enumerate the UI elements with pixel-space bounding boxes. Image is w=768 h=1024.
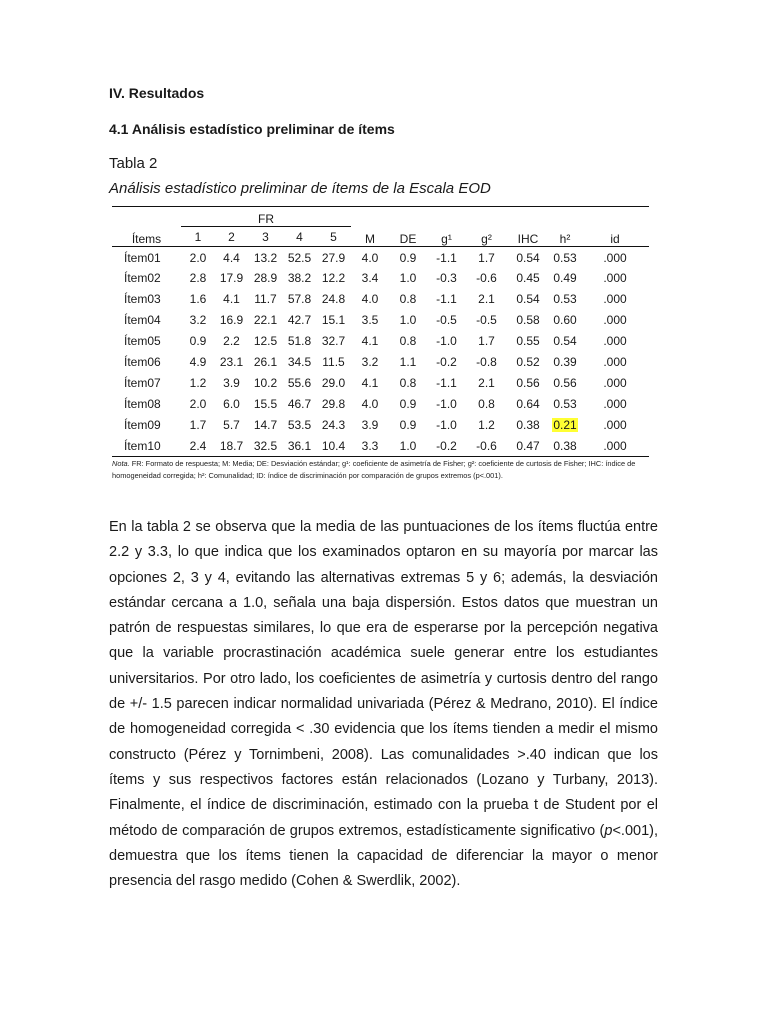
id-value: .000: [603, 397, 627, 411]
fr-value: 4.1: [223, 292, 240, 306]
header-id: id: [610, 232, 620, 246]
table-row: [112, 436, 649, 457]
header-de: DE: [399, 232, 417, 246]
h2-value: 0.39: [553, 355, 577, 369]
header-h2: h²: [559, 232, 571, 246]
paragraph-text-end: <.001), demuestra que los ítems tienen la capacidad de diferenciar la mayor o menor presencia del rasgo medido (Cohen & Swerdlik, 2002).: [109, 822, 658, 890]
m-value: 3.9: [361, 418, 379, 432]
fr-value: 0.9: [189, 334, 207, 348]
ihc-value: 0.47: [516, 438, 540, 453]
table-row: [112, 310, 649, 331]
h2-value: 0.56: [553, 376, 577, 390]
table-row: [112, 373, 649, 394]
paragraph-text: En la tabla 2 se observa que la media de las puntuaciones de los ítems fluctúa entre 2.2 y 3.3, lo que indica que los examinados optaron en su mayoría por marcar las opciones 2, 3 y 4, evitando las alternativas extremas 5 y 6; además, la desviación estándar cercana a 1.0, señala una baja dispersión. Estos datos que muestran un patrón de respuestas similares, lo que era de esperarse por la percepción negativa que la variable procrastinación académica suele generar entre los estudiantes universitarios. Por otro lado, los coeficientes de asimetría y curtosis dentro del rango de +/- 1.5 parecen indicar normalidad univariada (Pérez & Medrano, 2010). El índice de homogeneidad corregida < .30 evidencia que los ítems tienden a medir el mismo constructo (Pérez y Tornimbeni, 2008). Las comunalidades >.40 indican que los ítems y sus respectivos factores están relacionados (Lozano y Turbany, 2013). Finalmente, el índice de discriminación, estimado con la prueba t de Student por el método de comparación de grupos extremos, estadísticamente significativo (: [109, 519, 658, 839]
g2-value: 1.2: [478, 418, 495, 432]
fr-value: 2.0: [189, 397, 207, 411]
header-ihc: IHC: [517, 232, 539, 246]
header-fr-option: 4: [296, 229, 303, 244]
ihc-value: 0.54: [516, 251, 540, 266]
fr-value: 5.7: [223, 418, 240, 432]
de-value: 1.0: [399, 438, 417, 453]
g2-value: 2.1: [478, 376, 495, 390]
de-value: 0.8: [399, 292, 417, 306]
fr-value: 1.7: [189, 418, 207, 432]
fr-value: 10.4: [321, 438, 346, 453]
ihc-value: 0.52: [516, 355, 540, 369]
header-fr-option: 5: [330, 229, 337, 244]
g1-value: -1.1: [436, 251, 457, 266]
fr-value: 3.2: [189, 313, 207, 327]
header-fr: FR: [181, 207, 351, 227]
item-label: Ítem01: [124, 251, 161, 266]
fr-value: 28.9: [253, 271, 278, 285]
fr-value: 24.3: [321, 418, 346, 432]
g1-value: -1.1: [436, 376, 457, 390]
fr-value: 42.7: [287, 313, 312, 327]
header-g1: g¹: [441, 232, 452, 246]
h2-value: 0.38: [553, 438, 577, 453]
ihc-value: 0.55: [516, 334, 540, 348]
fr-value: 16.9: [219, 313, 244, 327]
g1-value: -1.1: [436, 292, 457, 306]
fr-value: 27.9: [321, 251, 346, 266]
subsection-heading: 4.1 Análisis estadístico preliminar de ítems: [109, 121, 395, 137]
g2-value: -0.6: [476, 271, 497, 285]
g2-value: 1.7: [478, 334, 495, 348]
m-value: 3.4: [361, 271, 379, 285]
table-label: Tabla 2: [109, 155, 158, 172]
id-value: .000: [603, 313, 627, 327]
table-row: [112, 331, 649, 352]
h2-value: [549, 415, 581, 436]
h2-value: 0.54: [553, 334, 577, 348]
g2-value: -0.6: [476, 438, 497, 453]
fr-value: 24.8: [321, 292, 346, 306]
ihc-value: 0.54: [516, 292, 540, 306]
fr-value: 12.5: [253, 334, 278, 348]
fr-value: 55.6: [287, 376, 312, 390]
fr-value: 23.1: [219, 355, 244, 369]
header-m: M: [365, 232, 375, 246]
h2-value: 0.60: [553, 313, 577, 327]
item-label: Ítem09: [124, 418, 161, 432]
g2-value: -0.5: [476, 313, 497, 327]
section-heading: IV. Resultados: [109, 85, 205, 101]
id-value: .000: [603, 438, 627, 453]
table-note-text: FR: Formato de respuesta; M: Media; DE: Desviación estándar; g¹: coeficiente de asimetría de Fisher; g²: coeficiente de curtosis de Fisher; IHC: índice de homogeneidad corregida; h²: Comunalidad; ID: índice de discriminación por comparación de grupos extremos (p<.001).: [112, 459, 636, 480]
g1-value: -1.0: [436, 334, 457, 348]
de-value: 1.0: [399, 313, 417, 327]
fr-value: 2.4: [189, 438, 207, 453]
table-body: [112, 247, 649, 457]
header-fr-option: 3: [262, 229, 269, 244]
m-value: 4.0: [361, 251, 379, 266]
ihc-value: 0.64: [516, 397, 540, 411]
m-value: 4.0: [361, 292, 379, 306]
fr-value: 57.8: [287, 292, 312, 306]
h2-value: 0.53: [553, 292, 577, 306]
m-value: 3.2: [361, 355, 379, 369]
results-paragraph: [109, 515, 658, 894]
id-value: .000: [603, 376, 627, 390]
fr-value: 32.7: [321, 334, 346, 348]
fr-value: 17.9: [219, 271, 244, 285]
id-value: .000: [603, 355, 627, 369]
fr-value: 52.5: [287, 251, 312, 266]
ihc-value: 0.58: [516, 313, 540, 327]
fr-value: 14.7: [253, 418, 278, 432]
item-label: Ítem08: [124, 397, 161, 411]
header-items: Ítems: [131, 232, 162, 246]
de-value: 0.9: [399, 418, 417, 432]
de-value: 1.1: [399, 355, 417, 369]
de-value: 0.8: [399, 376, 417, 390]
item-label: Ítem03: [124, 292, 161, 306]
g1-value: -0.2: [436, 438, 457, 453]
item-label: Ítem04: [124, 313, 161, 327]
fr-value: 1.2: [189, 376, 207, 390]
h2-value: 0.49: [553, 271, 577, 285]
item-label: Ítem06: [124, 355, 161, 369]
m-value: 4.1: [361, 376, 379, 390]
item-label: Ítem07: [124, 376, 161, 390]
h2-value: 0.53: [553, 397, 577, 411]
id-value: .000: [603, 251, 627, 266]
fr-value: 15.5: [253, 397, 278, 411]
fr-value: 15.1: [321, 313, 346, 327]
de-value: 0.9: [399, 397, 417, 411]
p-symbol: p: [604, 822, 613, 839]
header-g2: g²: [481, 232, 492, 246]
fr-value: 22.1: [253, 313, 278, 327]
h2-value: 0.53: [553, 251, 577, 266]
item-statistics-table: [112, 206, 649, 457]
g2-value: 0.8: [478, 397, 495, 411]
fr-value: 36.1: [287, 438, 312, 453]
fr-value: 2.8: [189, 271, 207, 285]
fr-value: 1.6: [189, 292, 207, 306]
m-value: 3.5: [361, 313, 379, 327]
fr-value: 18.7: [219, 438, 244, 453]
fr-value: 29.8: [321, 397, 346, 411]
item-label: Ítem10: [124, 438, 161, 453]
fr-value: 11.5: [322, 355, 345, 369]
fr-value: 29.0: [321, 376, 346, 390]
g1-value: -0.3: [436, 271, 457, 285]
g1-value: -1.0: [436, 418, 457, 432]
fr-value: 53.5: [287, 418, 312, 432]
fr-value: 3.9: [223, 376, 240, 390]
table-row: [112, 247, 649, 268]
item-label: Ítem02: [124, 271, 161, 285]
ihc-value: 0.56: [516, 376, 540, 390]
table-row: [112, 268, 649, 289]
table-caption: Análisis estadístico preliminar de ítems de la Escala EOD: [109, 180, 491, 197]
table-row: [112, 415, 649, 436]
g1-value: -0.5: [436, 313, 457, 327]
table-note: [112, 458, 652, 482]
table-header-row: [112, 207, 649, 227]
fr-value: 2.2: [223, 334, 240, 348]
g1-value: -1.0: [436, 397, 457, 411]
g2-value: 1.7: [478, 251, 495, 266]
ihc-value: 0.38: [516, 418, 540, 432]
fr-value: 13.2: [253, 251, 278, 266]
fr-value: 10.2: [253, 376, 278, 390]
fr-value: 34.5: [287, 355, 312, 369]
de-value: 0.8: [399, 334, 417, 348]
m-value: 4.1: [361, 334, 379, 348]
g1-value: -0.2: [436, 355, 457, 369]
m-value: 3.3: [361, 438, 379, 453]
fr-value: 26.1: [253, 355, 278, 369]
table-note-label: Nota.: [112, 459, 130, 468]
m-value: 4.0: [361, 397, 379, 411]
fr-value: 4.4: [223, 251, 240, 266]
g2-value: 2.1: [478, 292, 495, 306]
fr-value: 38.2: [287, 271, 312, 285]
id-value: .000: [603, 292, 627, 306]
table-row: [112, 289, 649, 310]
fr-value: 4.9: [189, 355, 207, 369]
id-value: .000: [603, 271, 627, 285]
item-label: Ítem05: [124, 334, 161, 348]
ihc-value: 0.45: [516, 271, 540, 285]
g2-value: -0.8: [476, 355, 497, 369]
highlighted-value: 0.21: [553, 418, 577, 432]
de-value: 0.9: [399, 251, 417, 266]
de-value: 1.0: [399, 271, 417, 285]
header-fr-option: 2: [228, 229, 235, 244]
fr-value: 12.2: [321, 271, 346, 285]
fr-value: 51.8: [287, 334, 312, 348]
fr-value: 32.5: [253, 438, 278, 453]
id-value: .000: [603, 334, 627, 348]
fr-value: 2.0: [189, 251, 207, 266]
fr-value: 6.0: [223, 397, 240, 411]
id-value: .000: [603, 418, 627, 432]
table-row: [112, 394, 649, 415]
fr-value: 46.7: [287, 397, 312, 411]
header-fr-option: 1: [194, 229, 202, 244]
fr-value: 11.7: [254, 292, 277, 306]
table-row: [112, 352, 649, 373]
